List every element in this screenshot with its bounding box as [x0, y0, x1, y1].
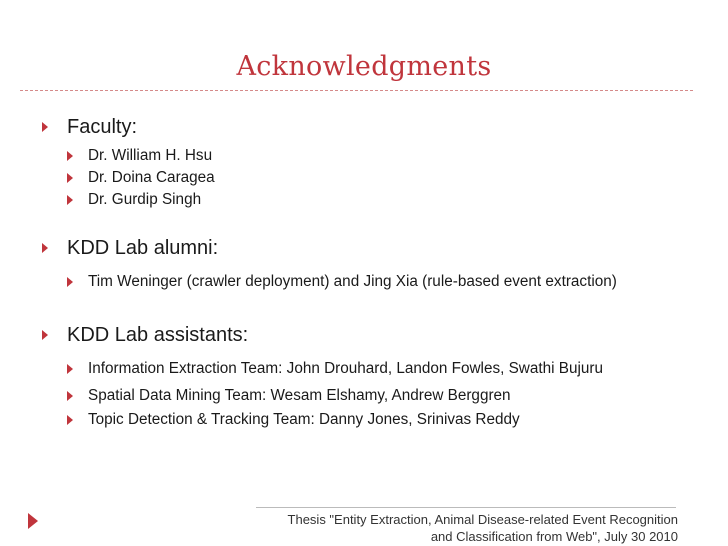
bullet-arrow-icon [67, 195, 73, 205]
bullet-arrow-icon [67, 151, 73, 161]
bullet-arrow-icon [67, 364, 73, 374]
slide-nav-arrow-icon [28, 513, 38, 529]
list-item: Dr. Gurdip Singh [88, 191, 202, 208]
bullet-arrow-icon [67, 391, 73, 401]
bullet-arrow-icon [42, 122, 48, 132]
list-item: Spatial Data Mining Team: Wesam Elshamy, Andrew Berggren [88, 387, 511, 404]
list-item: Dr. William H. Hsu [88, 147, 213, 164]
list-item: Topic Detection & Tracking Team: Danny Jones, Srinivas Reddy [88, 411, 520, 428]
list-item: Information Extraction Team: John Drouhard, Landon Fowles, Swathi Bujuru [88, 360, 603, 377]
bullet-arrow-icon [42, 243, 48, 253]
section-heading-alumni: KDD Lab alumni: [67, 237, 219, 259]
bullet-arrow-icon [42, 330, 48, 340]
section-heading-assistants: KDD Lab assistants: [67, 324, 249, 346]
footer-line: and Classification from Web", July 30 2010 [430, 529, 678, 544]
footer-divider [256, 507, 676, 508]
list-item: Tim Weninger (crawler deployment) and Jing Xia (rule-based event extraction) [88, 273, 617, 290]
list-item: Dr. Doina Caragea [88, 169, 215, 186]
bullet-arrow-icon [67, 415, 73, 425]
footer-line: Thesis "Entity Extraction, Animal Disease-related Event Recognition [287, 512, 678, 527]
slide-title: Acknowledgments [236, 51, 492, 82]
slide-footer [248, 511, 678, 545]
section-heading-faculty: Faculty: [67, 116, 138, 138]
bullet-arrow-icon [67, 277, 73, 287]
title-divider [20, 90, 693, 91]
bullet-arrow-icon [67, 173, 73, 183]
